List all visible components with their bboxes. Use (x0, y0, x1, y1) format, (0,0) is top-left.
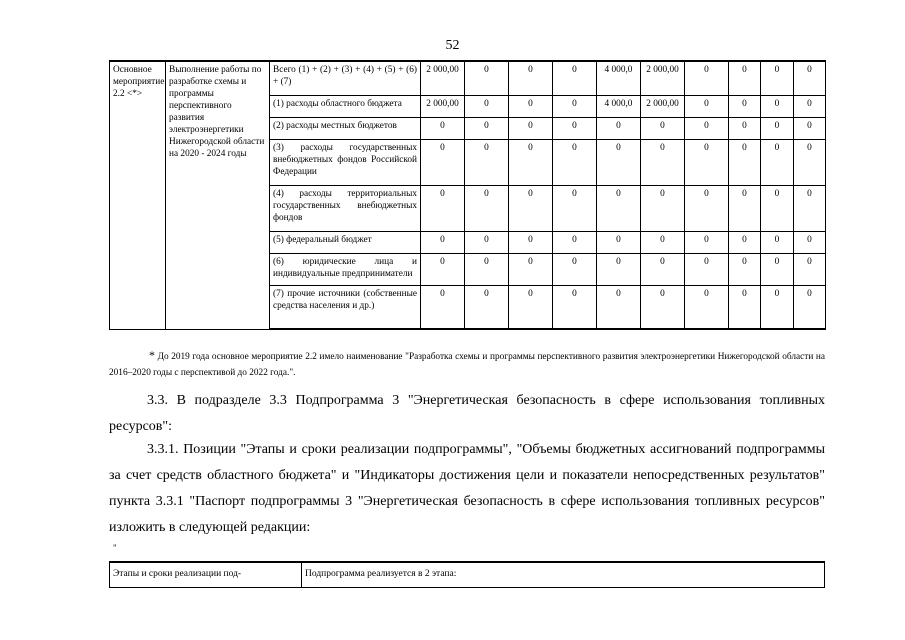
amount-cell: 2 000,00 (421, 61, 465, 95)
amount-cell: 0 (794, 253, 826, 285)
amount-cell: 0 (421, 253, 465, 285)
amount-cell: 0 (641, 117, 685, 139)
amount-cell: 4 000,0 (597, 61, 641, 95)
amount-cell: 0 (685, 117, 729, 139)
amount-cell: 0 (761, 117, 794, 139)
amount-cell: 0 (465, 253, 509, 285)
amount-cell: 0 (553, 231, 597, 253)
amount-cell: 0 (509, 61, 553, 95)
footnote (109, 347, 825, 381)
amount-cell: 0 (729, 139, 761, 185)
amount-cell: 0 (509, 139, 553, 185)
amount-cell: 0 (465, 139, 509, 185)
amount-cell: 0 (641, 285, 685, 329)
funding-source-cell: (6) юридические лица и индивидуальные предприниматели (270, 253, 421, 285)
amount-cell: 0 (509, 117, 553, 139)
amount-cell: 0 (794, 61, 826, 95)
page-number: 52 (445, 38, 460, 53)
amount-cell: 0 (794, 285, 826, 329)
amount-cell: 0 (641, 231, 685, 253)
amount-cell: 0 (465, 61, 509, 95)
amount-cell: 0 (729, 95, 761, 117)
amount-cell: 0 (729, 185, 761, 231)
budget-row (110, 61, 826, 95)
funding-source-cell: (1) расходы областного бюджета (270, 95, 421, 117)
amount-cell: 0 (553, 185, 597, 231)
amount-cell: 0 (685, 61, 729, 95)
amount-cell: 0 (421, 185, 465, 231)
amount-cell: 0 (685, 253, 729, 285)
funding-source-cell: (5) федеральный бюджет (270, 231, 421, 253)
footnote-text: До 2019 года основное мероприятие 2.2 имело наименование "Разработка схемы и программы перспективного развития электроэнергетики Нижегородской области на 2016–2020 годы с перспективой до 2022 года.". (109, 352, 825, 378)
amount-cell: 0 (597, 231, 641, 253)
amount-cell: 0 (794, 117, 826, 139)
amount-cell: 0 (553, 253, 597, 285)
amount-cell: 0 (465, 231, 509, 253)
amount-cell: 0 (509, 231, 553, 253)
event-description-cell: Выполнение работы по разработке схемы и программы перспективного развития электроэнергетики Нижегородской области на 2020 - 2024 годы (166, 61, 270, 329)
amount-cell: 0 (509, 285, 553, 329)
amount-cell: 0 (685, 185, 729, 231)
amount-cell: 0 (794, 231, 826, 253)
amount-cell: 0 (761, 61, 794, 95)
amount-cell: 0 (761, 95, 794, 117)
paragraph-3-3-1: 3.3.1. Позиции "Этапы и сроки реализации подпрограммы", "Объемы бюджетных ассигнований подпрограммы за счет средств областного бюджета" и "Индикаторы достижения цели и показатели непосредственных результатов" пункта 3.3.1 "Паспорт подпрограммы 3 "Энергетическая безопасность в сфере использования топливных ресурсов" изложить в следующей редакции: (109, 442, 825, 535)
funding-source-cell: (7) прочие источники (собственные средства населения и др.) (270, 285, 421, 329)
amount-cell: 0 (641, 185, 685, 231)
amount-cell: 0 (761, 285, 794, 329)
amount-cell: 2 000,00 (421, 95, 465, 117)
event-name-cell: Основное мероприятие 2.2 <*> (110, 61, 166, 329)
amount-cell: 0 (761, 139, 794, 185)
amount-cell: 0 (641, 139, 685, 185)
budget-table (109, 60, 826, 330)
passport-table (109, 561, 825, 588)
footnote-mark: * (149, 348, 155, 362)
amount-cell: 0 (761, 231, 794, 253)
amount-cell: 0 (761, 253, 794, 285)
funding-source-cell: Всего (1) + (2) + (3) + (4) + (5) + (6) + (7) (270, 61, 421, 95)
amount-cell: 0 (794, 139, 826, 185)
amount-cell: 0 (761, 185, 794, 231)
amount-cell: 0 (685, 285, 729, 329)
paragraph-3-3: 3.3. В подразделе 3.3 Подпрограмма 3 "Энергетическая безопасность в сфере использования топливных ресурсов": (109, 393, 825, 434)
amount-cell: 0 (465, 185, 509, 231)
amount-cell: 0 (465, 117, 509, 139)
amount-cell: 2 000,00 (641, 95, 685, 117)
amount-cell: 0 (729, 61, 761, 95)
amount-cell: 0 (421, 231, 465, 253)
amount-cell: 0 (465, 285, 509, 329)
amount-cell: 0 (509, 95, 553, 117)
amount-cell: 0 (729, 117, 761, 139)
passport-value: Подпрограмма реализуется в 2 этапа: (302, 562, 825, 588)
amount-cell: 2 000,00 (641, 61, 685, 95)
funding-source-cell: (2) расходы местных бюджетов (270, 117, 421, 139)
amount-cell: 0 (597, 139, 641, 185)
amount-cell: 0 (553, 117, 597, 139)
quote-mark: " (113, 543, 117, 553)
amount-cell: 0 (597, 185, 641, 231)
amount-cell: 0 (685, 231, 729, 253)
amount-cell: 0 (794, 95, 826, 117)
amount-cell: 0 (553, 61, 597, 95)
amount-cell: 0 (553, 95, 597, 117)
amount-cell: 0 (509, 185, 553, 231)
amount-cell: 0 (509, 253, 553, 285)
amount-cell: 0 (729, 285, 761, 329)
amount-cell: 0 (597, 117, 641, 139)
amount-cell: 0 (641, 253, 685, 285)
passport-label: Этапы и сроки реализации под- (110, 562, 302, 588)
amount-cell: 0 (421, 139, 465, 185)
amount-cell: 0 (794, 185, 826, 231)
amount-cell: 0 (553, 139, 597, 185)
funding-source-cell: (3) расходы государственных внебюджетных фондов Российской Федерации (270, 139, 421, 185)
passport-row (110, 562, 825, 588)
amount-cell: 0 (685, 139, 729, 185)
amount-cell: 0 (465, 95, 509, 117)
amount-cell: 0 (729, 253, 761, 285)
amount-cell: 4 000,0 (597, 95, 641, 117)
amount-cell: 0 (729, 231, 761, 253)
amount-cell: 0 (421, 285, 465, 329)
funding-source-cell: (4) расходы территориальных государственных внебюджетных фондов (270, 185, 421, 231)
amount-cell: 0 (597, 253, 641, 285)
amount-cell: 0 (421, 117, 465, 139)
amount-cell: 0 (685, 95, 729, 117)
amount-cell: 0 (553, 285, 597, 329)
amount-cell: 0 (597, 285, 641, 329)
